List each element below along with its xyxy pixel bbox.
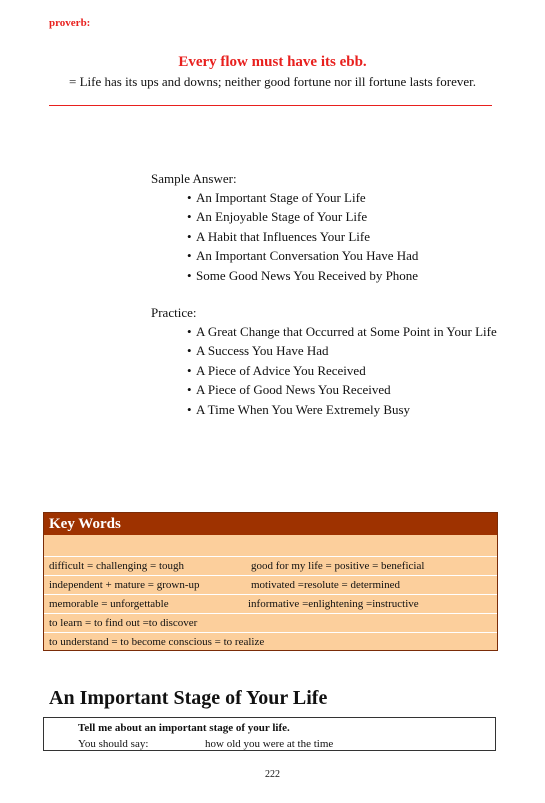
bullet-icon: • [187, 190, 192, 205]
key-words-cell: motivated =resolute = determined [251, 579, 400, 591]
list-item-text: A Piece of Advice You Received [196, 362, 366, 378]
list-item [187, 266, 418, 285]
key-words-cell: to learn = to find out =to discover [49, 617, 198, 629]
bullet-icon: • [187, 343, 192, 359]
list-item-text: A Success You Have Had [196, 343, 329, 359]
list-item [187, 227, 418, 246]
list-item-text: A Great Change that Occurred at Some Point in Your Life [196, 324, 497, 339]
bullet-icon: • [187, 362, 192, 378]
list-item-text: A Habit that Influences Your Life [196, 228, 371, 244]
list-item-text: An Enjoyable Stage of Your Life [196, 209, 368, 225]
bullet-icon: • [187, 401, 192, 417]
proverb-label: proverb: [49, 17, 91, 29]
topic-heading: An Important Stage of Your Life [49, 687, 328, 709]
bullet-icon: • [187, 228, 192, 244]
practice-title: Practice: [151, 305, 197, 320]
key-words-row [44, 595, 497, 614]
page-number: 222 [265, 769, 280, 780]
bullet-icon: • [187, 248, 192, 264]
key-words-cell: good for my life = positive = beneficial [251, 560, 425, 572]
task-prompt: Tell me about an important stage of your life. [78, 722, 290, 734]
key-words-cell: independent + mature = grown-up [49, 579, 200, 591]
list-item [187, 246, 418, 265]
task-card-box [43, 717, 496, 751]
key-words-row [44, 576, 497, 595]
list-item [187, 207, 418, 226]
list-item-text: A Piece of Good News You Received [196, 382, 391, 398]
list-item-text: Some Good News You Received by Phone [196, 267, 419, 283]
key-words-cell: difficult = challenging = tough [49, 560, 185, 572]
key-words-box [43, 512, 498, 651]
sample-answer-list [187, 188, 418, 285]
key-words-spacer [44, 535, 497, 557]
divider-line [49, 105, 492, 106]
task-first-point: how old you were at the time [205, 738, 334, 750]
list-item [187, 188, 418, 207]
key-words-cell: memorable = unforgettable [49, 598, 169, 610]
sample-answer-title: Sample Answer: [151, 171, 237, 186]
proverb-text: Every flow must have its ebb. [178, 54, 367, 70]
list-item [187, 400, 497, 419]
key-words-cell: to understand = to become conscious = to realize [49, 636, 265, 648]
list-item-text: An Important Conversation You Have Had [196, 248, 419, 264]
key-words-cell: informative =enlightening =instructive [248, 598, 419, 610]
list-item [187, 341, 497, 360]
key-words-row [44, 557, 497, 576]
key-words-row [44, 614, 497, 633]
bullet-icon: • [187, 267, 192, 283]
list-item [187, 380, 497, 399]
bullet-icon: • [187, 382, 192, 398]
key-words-title: Key Words [44, 513, 497, 535]
list-item-text: A Time When You Were Extremely Busy [196, 401, 411, 417]
task-should-say: You should say: [78, 738, 149, 750]
list-item-text: An Important Stage of Your Life [196, 190, 366, 205]
bullet-icon: • [187, 209, 192, 225]
key-words-row [44, 633, 497, 652]
list-item [187, 322, 497, 341]
proverb-meaning: = Life has its ups and downs; neither good fortune nor ill fortune lasts forever. [69, 74, 476, 89]
bullet-icon: • [187, 324, 192, 339]
list-item [187, 361, 497, 380]
practice-list [187, 322, 497, 419]
